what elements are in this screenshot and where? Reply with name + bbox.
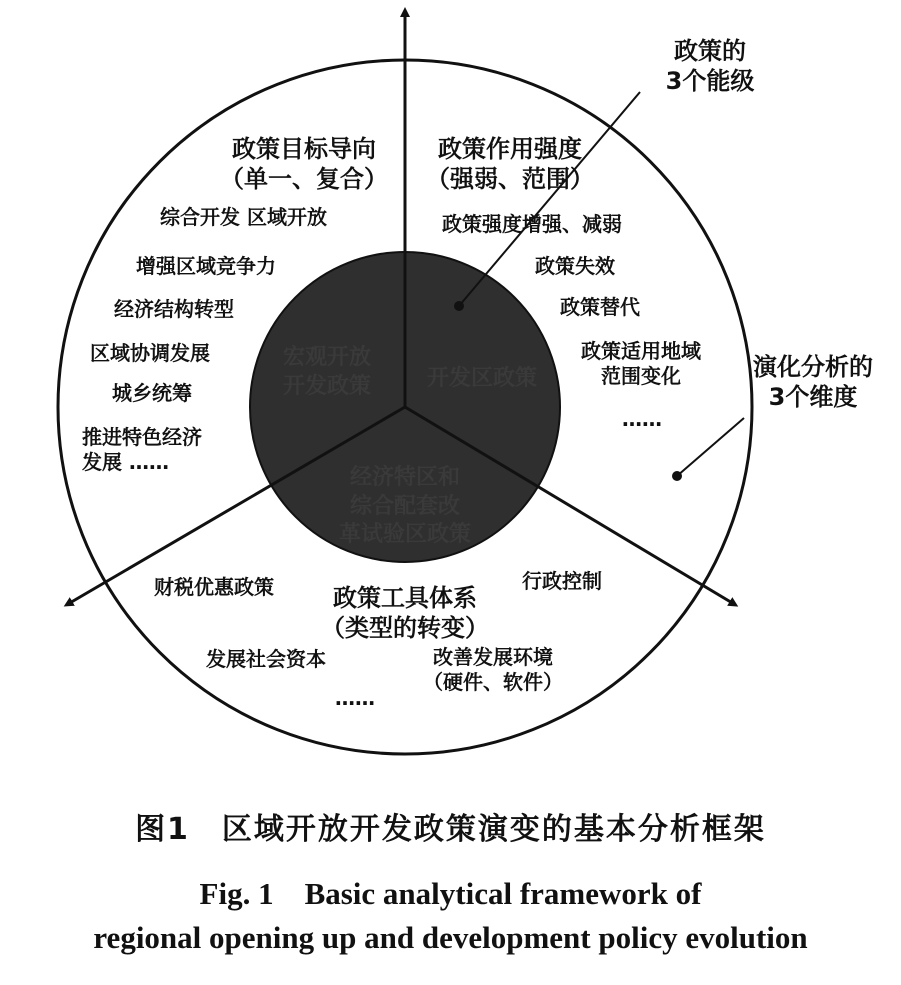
- macro-policy-label: 宏观开放 开发政策: [282, 345, 371, 399]
- intensity-item: 政策适用地域 范围变化: [581, 339, 701, 388]
- caption-english-line-1: Fig. 1 Basic analytical framework of: [199, 876, 702, 911]
- goal-item: 综合开发 区域开放: [160, 205, 327, 229]
- tool-item: 行政控制: [522, 569, 602, 593]
- goal-item: 区域协调发展: [90, 341, 210, 365]
- policy-intensity-title: 政策作用强度 （强弱、范围）: [426, 135, 594, 193]
- development-zone-policy-label: 开发区政策: [426, 366, 537, 391]
- intensity-item: ……: [622, 407, 662, 431]
- policy-levels-label: 政策的 3个能级: [665, 37, 755, 95]
- tool-item: 财税优惠政策: [154, 575, 274, 599]
- policy-tools-title: 政策工具体系 （类型的转变）: [321, 584, 489, 642]
- goal-item: 推进特色经济 发展 ……: [82, 425, 202, 474]
- policy-goal-orientation-title: 政策目标导向 （单一、复合）: [220, 135, 388, 193]
- dimensions-pointer-dot: [672, 471, 682, 481]
- intensity-item: 政策强度增强、减弱: [442, 212, 622, 236]
- levels-pointer-dot: [454, 301, 464, 311]
- intensity-item: 政策替代: [560, 295, 640, 319]
- special-zone-policy-label: 经济特区和 综合配套改 革试验区政策: [338, 465, 471, 548]
- goal-item: 增强区域竞争力: [136, 254, 276, 278]
- caption-english-line-2: regional opening up and development policy evolution: [93, 920, 808, 955]
- analysis-dimensions-label: 演化分析的 3个维度: [753, 353, 873, 411]
- dimensions-pointer: [677, 418, 744, 476]
- goal-item: 经济结构转型: [114, 297, 234, 321]
- goal-item: 城乡统筹: [112, 381, 192, 405]
- caption-chinese: 图1 区域开放开发政策演变的基本分析框架: [135, 812, 766, 847]
- tool-item: ……: [335, 686, 375, 710]
- intensity-item: 政策失效: [535, 254, 615, 278]
- tool-item: 改善发展环境 （硬件、软件）: [423, 645, 563, 694]
- tool-item: 发展社会资本: [206, 647, 326, 671]
